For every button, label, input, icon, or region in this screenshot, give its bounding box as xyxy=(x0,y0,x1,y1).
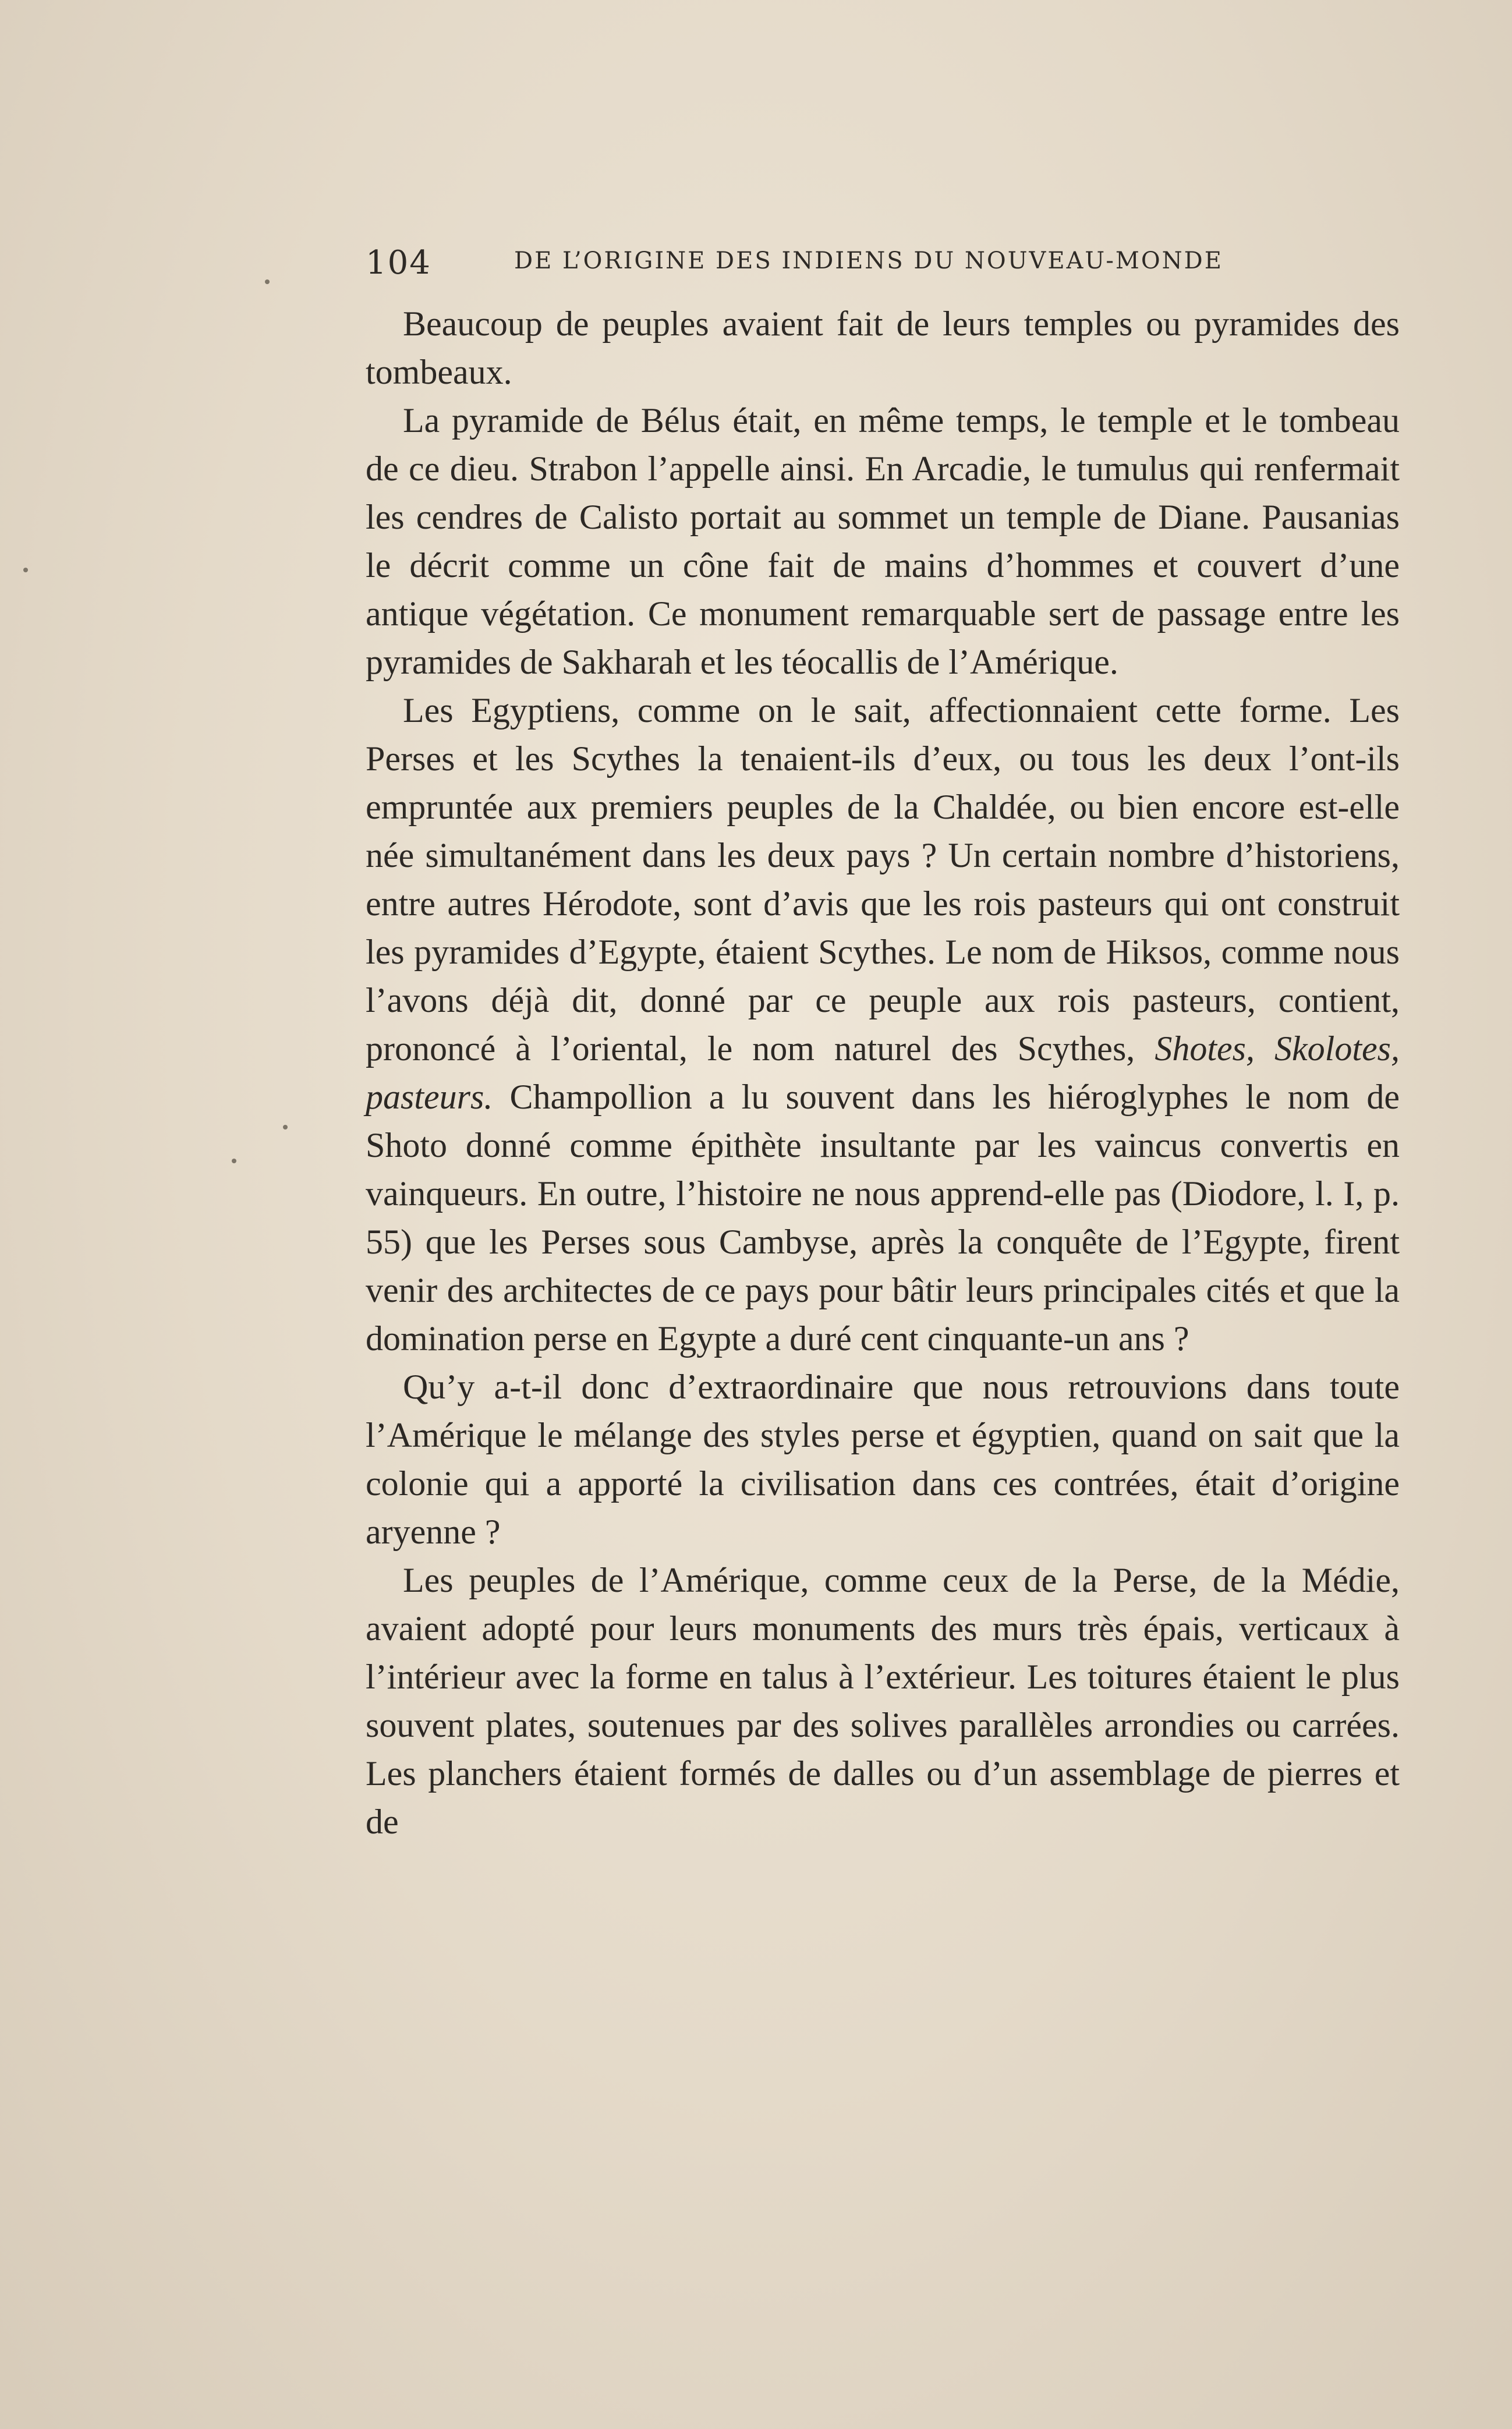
running-title: DE L’ORIGINE DES INDIENS DU NOUVEAU-MONDE xyxy=(514,247,1223,274)
paper-speck xyxy=(283,1125,288,1129)
paragraph-text: Champollion a lu souvent dans les hiéroglyphes le nom de Shoto donné comme épithète insultante par les vaincus convertis en vainqueurs. En outre, l’histoire ne nous apprend-elle pas (Diodore, l. I, p. 55) que les Perses sous Cambyse, après la conquête de l’Egypte, firent venir des architectes de ce pays pour bâtir leurs principales cités et que la domination perse en Egypte a duré cent cinquante-un ans ? xyxy=(366,1078,1400,1358)
paragraph: Qu’y a-t-il donc d’extraordinaire que nous retrouvions dans toute l’Amérique le mélange des styles perse et égyptien, quand on sait que la colonie qui a apporté la civilisation dans ces contrées, était d’origine aryenne ? xyxy=(366,1368,1400,1551)
running-header xyxy=(366,236,1239,288)
paragraph-text: Les Egyptiens, comme on le sait, affectionnaient cette forme. Les Perses et les Scythes la tenaient-ils d’eux, ou tous les deux l’ont-ils empruntée aux premiers peuples de la Chaldée, ou bien encore est-elle née simultanément dans les deux pays ? Un certain nombre d’historiens, entre autres Hérodote, sont d’avis que les rois pasteurs qui ont construit les pyramides d’Egypte, étaient Scythes. Le nom de Hiksos, comme nous l’avons déjà dit, donné par ce peuple aux rois pasteurs, contient, prononcé à l’oriental, le nom naturel des Scythes, xyxy=(366,691,1400,1068)
page-body xyxy=(366,300,1400,1846)
italic-phrase: Shotes, Skolotes, pasteurs. xyxy=(366,1029,1400,1116)
paper-speck xyxy=(265,279,270,284)
paragraph: Les peuples de l’Amérique, comme ceux de la Perse, de la Médie, avaient adopté pour leurs monuments des murs très épais, verticaux à l’intérieur avec la forme en talus à l’extérieur. Les toitures étaient le plus souvent plates, soutenues par des solives parallèles arrondies ou carrées. Les planchers étaient formés de dalles ou d’un assemblage de pierres et de xyxy=(366,1561,1400,1841)
paper-speck xyxy=(23,568,28,572)
paragraph xyxy=(366,686,1400,1363)
paragraph: Beaucoup de peuples avaient fait de leurs temples ou pyramides des tombeaux. xyxy=(366,304,1400,391)
paragraph: La pyramide de Bélus était, en même temps, le temple et le tombeau de ce dieu. Strabon l’appelle ainsi. En Arcadie, le tumulus qui renfermait les cendres de Calisto portait au sommet un temple de Diane. Pausanias le décrit comme un cône fait de mains d’hommes et couvert d’une antique végétation. Ce monument remarquable sert de passage entre les pyramides de Sakharah et les téocallis de l’Amérique. xyxy=(366,401,1400,681)
paper-speck xyxy=(232,1159,236,1163)
page-number: 104 xyxy=(366,244,431,282)
